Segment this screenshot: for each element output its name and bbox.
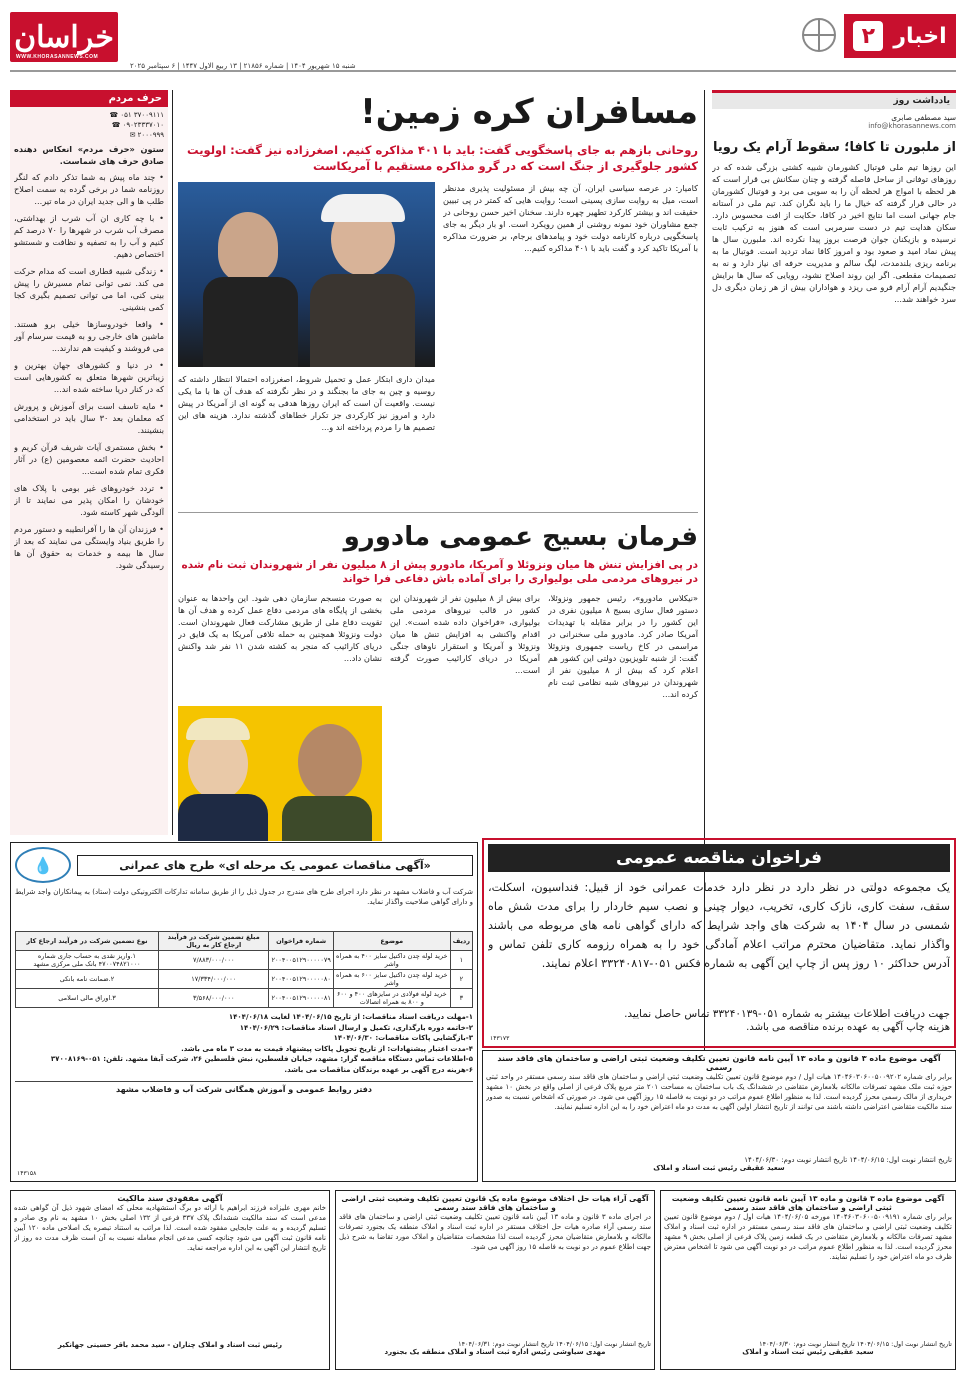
second-subhead: در پی افزایش تنش ها میان ونزوئلا و آمریکا، مادورو پیش از ۸ میلیون نفر از شهروندان ثبت نام شده در نیروهای مردمی ملی بولیواری را برای آماده باش دفاعی فرا خواند [181,559,698,585]
table-cell: ۳ [450,989,472,1008]
lead-article [178,90,698,512]
lead-subhead: روحانی بازهم به جای پاسخگویی گفت: باید با ۴۰۱ مذاکره کنیم. اصغرزاده نیز گفت: اولویت کشور جلوگیری از جنگ است که در گرو مذاکره مستقیم با آمریکاست [187,143,698,173]
tender-contact: جهت دریافت اطلاعات بیشتر به شماره ۰۵۱-۳۳۲۴۰۱۳۹ تماس حاصل نمایید. [624,1008,950,1020]
table-cell: خرید لوله چدن داکتیل سایز ۶۰۰ به همراه واشر [333,970,450,989]
notice-2-body: خانم مهری علیزاده فرزند ابراهیم با ارائه دو برگ استشهادیه محلی که امضای شهود ذیل آن گواهی شده مدعی است که سند مالکیت ششدانگ پلاک ۳۳۷ فرعی از ۱۳۲ اصلی بخش ۱۰ مشهد به نام وی صادر و تسلیم گردیده و به علت جابجایی مفقود شده است. لذا مراتب به استناد تبصره یک اصلاحی ماده ۱۲۰ آیین نامه قانون ثبت آگهی می شود چنانچه کسی مدعی انجام معامله نسبت به آن است ظرف مدت ده روز از تاریخ انتشار این آگهی به این اداره مراجعه نماید. [14,1204,326,1252]
notice-2-title[interactable]: آگهی مفقودی سند مالکیت [117,1194,223,1203]
readers-intro: ستون «حرف مردم» انعکاس دهنده صادق حرف های شماست. [14,144,164,166]
table-cell: ۲ [450,970,472,989]
table-cell: ۲۰۰۴۰۰۵۱۲۹۰۰۰۰۰۸۰ [269,970,333,989]
notice-2 [10,1190,330,1370]
deadline-item: ۶-هزینه درج آگهی بر عهده برندگان مناقصات می باشد. [284,1065,473,1074]
reader-item: • در دنیا و کشورهای جهان بهترین و زیباترین شهرها متعلق به کشورهایی است که در کنار دریا ساخته شده اند... [14,360,164,394]
tender-code: ۱۴۳۱۷۳ [490,1035,510,1042]
water-title[interactable]: «آگهی مناقصات عمومی یک مرحله ای» طرح های عمرانی [77,855,473,876]
globe-icon [802,18,836,52]
notice-1-sign: سعید عقیقی رئیس ثبت اسناد و املاک [653,1164,785,1172]
second-photo [178,706,382,841]
note-body: این روزها تیم ملی فوتبال کشورمان شبیه کشتی بزرگی شده که در روزهای توفانی از ساحل فاصله گرفته و چنان سکانش بی قرار است که هر لحظه با امواج هر لحظه آن را به سویی می برد و فوتبال کشورمان در حالی قرار گرفته که خیال ما را باید نگران کند. تیم ملی در آستانه جام جهانی است اما نتایج اخیر در کافا، حکایت از افت محسوس دارد. سکان هدایت تیم در دست سرمربی است که هنوز به ترکیب ثابت نرسیده و بازیکنان جوان فرصت بروز پیدا نکرده اند. ملبورن سال ها پیش نماد امید و صعود بود و امروز کافا نماد تردید است. فوتبال ما به برنامه ریزی بلندمدت، لیگ سالم و مدیریت حرفه ای نیاز دارد و نه به تصمیمات مقطعی. اگر این روند اصلاح نشود، رویایی که سال ها برایش جنگیدیم آرام آرام فرو می ریزد و هواداران بیش از هر زمان دیگری دل سرد خواهند شد... [712,162,956,304]
note-author: سید مصطفی صابری [891,113,956,122]
notice-3-sign: مهدی سیاوشی رئیس اداره ثبت اسناد و املاک منطقه یک بجنورد [384,1348,606,1356]
table-row [16,951,473,970]
table-cell: ۲۰۰۴۰۰۵۱۲۹۰۰۰۰۰۷۹ [269,951,333,970]
reader-item: • با چه کاری ان آب شرب از بهداشتی، مصرف آب شرب در شهرها را ۷۰ درصد کم کنیم و آب را به تصفیه و نظافت و شستشو اختصاص دهیم. [14,213,164,259]
logo-url: WWW.KHORASANNEWS.COM [16,54,99,60]
phone-1[interactable]: ☎ ۰۵۱ ۳۷۰۰۹۱۱۱ [109,111,164,119]
table-cell: خرید لوله فولادی در سایزهای ۴۰۰ و ۶۰۰ و ۸۰۰ به همراه اتصالات [333,989,450,1008]
notice-1-dates: تاریخ انتشار نوبت اول: ۱۴۰۴/۰۶/۱۵ تاریخ انتشار نوبت دوم: ۱۴۰۴/۰۶/۳۰ [744,1156,952,1164]
deadline-item: ۵-اطلاعات تماس دستگاه مناقصه گزار: مشهد، خیابان فلسطین، نبش فلسطین ۲۶، شرکت آبفا مشهد. تلفن: ۰۵۱-۳۷۰۰۸۱۶۹ [50,1055,473,1063]
second-body-a: «نیکلاس مادورو»، رئیس جمهور ونزوئلا، دستور فعال سازی بسیج ۸ میلیون نفری در این کشور را در برابر مقابله با تهدیدات آمریکا صادر کرد. مادورو ملی سخنرانی در مراسمی در کاخ ریاست جمهوری ونزوئلا گفت: از شنبه تلویزیون دولتی این کشور هم اعلام کرد که بیش از ۸ میلیون نفر از شهروندان در نیروهای شبه نظامی ثبت نام کرده اند... [548,593,698,699]
phone-3[interactable]: ✉ ۲۰۰۰۹۹۹ [129,131,164,139]
section-badge [844,14,956,58]
phone-icon: ☎ [109,111,121,119]
table-row [16,970,473,989]
deadline-item: ۲-خاتمه دوره بارگذاری، تکمیل و ارسال اسناد مناقصات: ۱۴۰۴/۰۶/۲۹ [239,1023,473,1032]
notice-3-title[interactable]: آگهی آراء هیات حل اختلاف موضوع ماده یک قانون تعیین تکلیف وضعیت ثبتی اراضی و ساختمان های فاقد سند رسمی [341,1194,649,1212]
table-cell: ۱۷/۳۳۴/۰۰۰/۰۰۰ [158,970,269,989]
notice-3-dates: تاریخ انتشار نوبت اول: ۱۴۰۴/۰۶/۱۵ تاریخ انتشار نوبت دوم: ۱۴۰۴/۰۶/۳۱ [458,1340,651,1348]
table-cell: ۲۰۰۴۰۰۵۱۲۹۰۰۰۰۰۸۱ [269,989,333,1008]
note-title[interactable]: از ملبورن تا کافا؛ سقوط آرام یک رویا [712,140,956,155]
lead-body-a: کامیار: در عرصه سیاسی ایران، آن چه بیش از مسئولیت پذیری مدنظر است، میل به روایت سازی پسینی است؛ روایت هایی که کمتر در پی تبیین حقیقت اند و بیشتر کارکرد تطهیر چهره دارند. سخنان اخیر حسن روحانی در جمع مشاوران خود نمونه روشنی از همین رویکرد است. او بار دیگر به جای پاسخگویی درباره کارنامه دولت خود و پیامدهای برجام، بر ضرورت مذاکره با آمریکا تاکید کرد و گفت باید با ۴۰۱ مذاکره کنیم... [443,183,698,253]
notice-3-body: در اجرای ماده ۳ قانون و ماده ۱۳ آیین نامه قانون تعیین تکلیف وضعیت ثبتی اراضی و ساختمان های فاقد سند رسمی آراء صادره هیات حل اختلاف مستقر در اداره ثبت اسناد و املاک منطقه یک بجنورد تصرفات مالکانه و بلامعارض متقاضیان محرز گردیده است لذا مشخصات متقاضیان و املاک مورد تقاضا به شرح ذیل جهت اطلاع عموم در دو نوبت به فاصله ۱۵ روز آگهی می شود. [339,1213,651,1251]
section-number: ۲ [853,21,883,51]
section-title: اخبار [893,23,947,49]
phone-2[interactable]: ☎ ۰۹۰۲۳۳۳۷۰۱۰ [111,121,164,129]
reader-item: • تردد خودروهای غیر بومی با پلاک های خودشان را امکان پذیر می نمایند تا از آلودگی شهر کاسته شود. [14,483,164,517]
water-ad [10,842,478,1182]
water-logo-icon: 💧 [15,847,71,883]
table-cell: خرید لوله چدن داکتیل سایز ۴۰۰ به همراه واشر [333,951,450,970]
table-cell: ۲.ضمانت نامه بانکی [16,970,159,989]
tender-footer: هزینه چاپ آگهی به عهده برنده مناقصه می باشد. [746,1022,950,1033]
water-deadlines [15,1012,473,1075]
dateline: شنبه ۱۵ شهریور ۱۴۰۴ | شماره ۲۱۸۵۶ | ۱۳ ربیع الاول ۱۴۴۷ | ۶ سپتامبر ۲۰۲۵ [130,62,356,70]
phone-icon: ☎ [111,121,123,129]
water-table [15,931,473,1008]
section-rule [178,512,698,513]
lead-body-b: میدان داری ابتکار عمل و تحمیل شروط، اصغرزاده احتمالا انتظار داشته که روسیه و چین به جای ما بجنگند و در نظر نگرفته که هدف آن ها با ما یکی نیست. واقعیت آن است که ایران روزها هدفی به گونه ای از آمریکا در پیش دارد و امروز نیز کارکردی جز تکرار خطاهای گذشته ندارد. هزینه های این تصمیم ها را مردم پرداخته اند و... [178,374,435,432]
tender-ad [482,838,956,1048]
table-cell: ۱ [450,951,472,970]
readers-column [10,90,168,835]
note-email: info@khorasannews.com [868,122,956,130]
tender-title[interactable]: فراخوان مناقصه عمومی [488,844,950,872]
sms-icon: ✉ [129,131,138,139]
table-cell: ۳/۵۶۸/۰۰۰/۰۰۰ [158,989,269,1008]
notice-4-dates: تاریخ انتشار نوبت اول: ۱۴۰۴/۰۶/۱۵ تاریخ انتشار نوبت دوم: ۱۴۰۴/۰۶/۳۰ [759,1340,952,1348]
notice-1 [482,1050,956,1182]
second-headline[interactable]: فرمان بسیج عمومی مادورو [343,522,698,552]
table-header: ردیف [450,932,472,951]
table-header: شماره فراخوان [269,932,333,951]
notice-3 [335,1190,655,1370]
lead-headline[interactable]: مسافران کره زمین! [360,92,698,132]
deadline-item: ۴-مدت اعتبار پیشنهادات: از تاریخ تحویل پاکات پیشنهاد قیمت به مدت ۳ ماه می باشد. [181,1044,473,1053]
notice-2-sign: رئیس ثبت اسناد و املاک چناران - سید محمد باقر حسینی جهانکیر [57,1341,283,1349]
table-header: مبلغ تضمین شرکت در فرآیند ارجاع کار به ریال [158,932,269,951]
water-footer: دفتر روابط عمومی و آموزش همگانی شرکت آب و فاضلاب مشهد [15,1081,473,1094]
notice-4-body: برابر رای شماره ۱۴۰۴۶۰۳۰۶۰۰۵۰۰۹۱۹۱ مورخه ۱۴۰۴/۰۶/۰۵ هیات اول / دوم موضوع قانون تعیین تکلیف وضعیت ثبتی اراضی و ساختمان های فاقد سند رسمی مستقر در اداره ثبت اسناد و املاک مشهد تصرفات مالکانه و بلامعارض متقاضی در یک قطعه زمین پلاک فرعی از اصلی بخش ۹ مشهد محرز گردیده است. لذا به منظور اطلاع عموم مراتب در دو نوبت آگهی می شود تا اشخاص معترض ظرف دو ماه اعتراض خود را تسلیم نمایند. [664,1213,952,1261]
second-body-b: برای بیش از ۸ میلیون نفر از شهروندان این کشور در قالب نیروهای مردمی ملی بولیواری، «فراخوان داده شده است». این اقدام واکنشی به افزایش تنش ها میان ونزوئلا و آمریکا و استقرار ناوهای جنگی آمریکا در دریای کارائیب صورت گرفته است... [390,593,540,675]
readers-list [10,167,168,797]
deadline-item: ۳-بازگشایی پاکات مناقصات: ۱۴۰۴/۰۶/۳۰ [333,1034,473,1042]
table-cell: ۷/۸۸۳/۰۰۰/۰۰۰ [158,951,269,970]
water-intro: شرکت آب و فاضلاب مشهد در نظر دارد اجرای طرح های مندرج در جدول ذیل را از طریق سامانه تدارکات الکترونیکی دولت (ستاد) به پیمانکاران واجد شرایط و دارای گواهی صلاحیت واگذار نماید. [15,888,473,906]
table-row [16,989,473,1008]
notice-1-title[interactable]: آگهی موضوع ماده ۳ قانون و ماده ۱۳ آیین نامه قانون تعیین تکلیف وضعیت ثبتی اراضی و ساختمان های فاقد سند رسمی [497,1054,941,1072]
newspaper-logo[interactable] [10,12,118,62]
table-header: نوع تضمین شرکت در فرآیند ارجاع کار [16,932,159,951]
tender-body: یک مجموعه دولتی در نظر دارد در نظر دارد خدمات عمرانی خود از قبیل: فنداسیون، اسکلت، سقف، سفت کاری، نازک کاری، تخریب، دیوار چینی و نصب سیم خاردار را برای مدت شش ماه شمسی در سال ۱۴۰۴ به شرکت های واجد شرایط که دارای گواهی نامه های مربوطه می باشند واگذار نماید. متقاضیان محترم مراتب اعلام آمادگی خود را به همراه رزومه کاری تلفن تماس و آدرس حداکثر ۱۰ روز پس از چاپ این آگهی به شماره فکس ۰۵۱-۳۳۲۴۰۸۱۷ اعلام نمایند. [488,881,950,970]
reader-item: • فرزندان آن ها را آفرانطیبه و دستور مردم را طریق بنیاد وایستگی می نمایند که بعد از سال ها بیمه و خدمات به حقوق آن ها رسیدگی شود. [14,524,164,570]
note-header: یادداشت روز [712,90,956,109]
notice-4-title[interactable]: آگهی موضوع ماده ۳ قانون و ماده ۱۳ آیین نامه قانون تعیین تکلیف وضعیت ثبتی اراضی و ساختمان های فاقد سند رسمی [671,1194,945,1212]
reader-item: • وافعا خودروسازها خیلی برو هستند. ماشین های خارجی رو به قیمت سرسام آور می فروشند و کیفیت هم ندارند... [14,319,164,353]
second-body-c: به صورت منسجم سازمان دهی شود. این واحدها به عنوان بخشی از پایگاه های مردمی دفاع عمل کرده و هدف آن ها تقویت دفاع ملی از طریق مشارکت فعال شهروندان است. دولت ونزوئلا همچنین به حمله تلافی آمریکا به یک قایق در دریای کارائیب که منجر به کشته شدن ۱۱ نفر شد واکنش نشان داد... [178,593,382,663]
table-cell: ۳.اوراق مالی اسلامی [16,989,159,1008]
deadline-item: ۱-مهلت دریافت اسناد مناقصات: از تاریخ ۱۴۰۴/۰۶/۱۵ لغایت ۱۴۰۴/۰۶/۱۸ [228,1013,473,1021]
notice-4-sign: سعید عقیقی رئیس ثبت اسناد و املاک [742,1348,874,1356]
second-article [178,520,698,842]
reader-item: • چند ماه پیش به شما تذکر دادم که لنگر روزنامه شما در برخی گرده به سمت اصلاح طلب ها و الی جدید ایران در ماه تیر... [14,172,164,206]
reader-item: • مایه تاسف است برای آموزش و پرورش که معلمان بعد ۳۰ سال باید در استخدامی بنشینند. [14,401,164,435]
column-divider [172,90,173,835]
readers-header: حرف مردم [10,90,168,107]
reader-item: • بخش مستمری آیات شریف قرآن کریم و احادیث حضرت ائمه معصومین (ع) در آثار فکری تمام شده است... [14,442,164,476]
lead-photo [178,182,435,367]
notice-4 [660,1190,956,1370]
masthead [10,10,956,72]
logo-text: خراسان [14,19,114,55]
water-code: ۱۴۳۱۵۸ [17,1170,37,1177]
notice-1-body: برابر رای شماره ۱۴۰۴۶۰۳۰۶۰۰۵۰۰۹۲۰۲ هیات اول / دوم موضوع قانون تعیین تکلیف وضعیت ثبتی اراضی و ساختمان های فاقد سند رسمی مستقر در واحد ثبتی حوزه ثبت ملک مشهد تصرفات مالکانه بلامعارض متقاضی در ششدانگ یک باب ساختمان به مساحت ۲۰۱ متر مربع پلاک فرعی از اصلی واقع در بخش ۱۰ مشهد خریداری از مالک رسمی محرز گردیده است. لذا به منظور اطلاع عموم مراتب در دو نوبت به فاصله ۱۵ روز آگهی می شود. در صورتی که اشخاص نسبت به صدور سند مالکیت متقاضی اعتراضی داشته باشند می توانند از تاریخ انتشار اولین آگهی به مدت دو ماه اعتراض خود را به این اداره تسلیم نمایند. [486,1073,952,1111]
table-header: موضوع [333,932,450,951]
reader-item: • زندگی شبیه قطاری است که مدام حرکت می کند. نمی توانی تمام مسیرش را پیش بینی کنی، اما می توانی تصمیم بگیری کجا کمی بنشینی. [14,266,164,312]
table-cell: ۱.واریز نقدی به حساب جاری شماره ۴۷۰۰۷۴۸۲۱۰۰۰ بانک ملی مرکزی مشهد [16,951,159,970]
